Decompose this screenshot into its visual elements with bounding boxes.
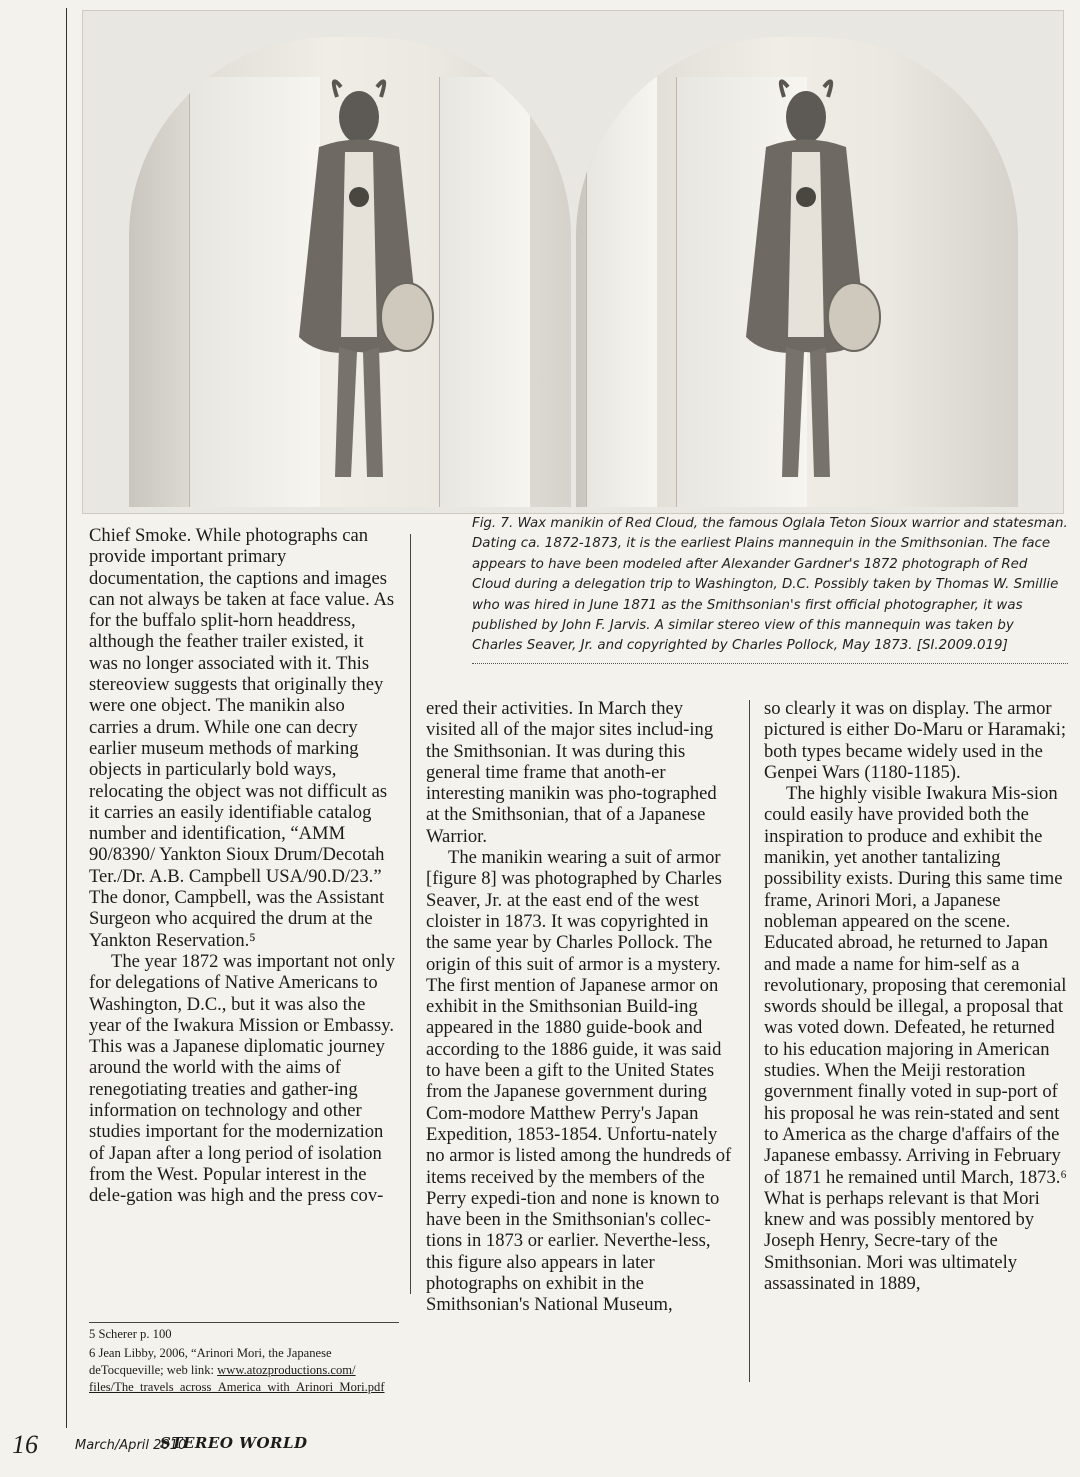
stereoview-photograph [82,10,1064,514]
magazine-name: STEREO WORLD [160,1434,308,1452]
paragraph: Chief Smoke. While photographs can provide important primary documentation, the captions and images can not always be taken at face value. As for the buffalo split-horn headdress, although the feather trailer existed, it was no longer associated with it. This stereoview suggests that originally they were one object. The manikin also carries a drum. While one can decry earlier museum methods of marking objects in particularly bold ways, relocating the object was not difficult as it carries an easily identifiable catalog number and identification, “AMM 90/8390/ Yankton Sioux Drum/Decotah Ter./Dr. A.B. Campbell USA/90.D/23.” The donor, Campbell, was the Assistant Surgeon who acquired the drum at the Yankton Reservation.⁵ [89,525,395,951]
paragraph: The highly visible Iwakura Mis-sion could easily have provided both the inspiration to produce and exhibit the manikin, yet another tantalizing possibility exists. During this same time frame, Arinori Mori, a Japanese nobleman appeared on the scene. Educated abroad, he returned to Japan and made a name for him-self as a revolutionary, proposing that ceremonial swords should be illegal, a proposal that was voted down. Defeated, he returned to his education majoring in American studies. When the Meiji restoration government finally voted in sup-port of his proposal he was rein-stated and sent to America as the charge d'affairs of the Japanese embassy. Arriving in February of 1871 he remained until March, 1873.⁶ What is perhaps relevant is that Mori knew and was possibly mentored by Joseph Henry, Secre-tary of the Smithsonian. Mori was ultimately assassinated in 1889, [764,783,1067,1295]
paragraph: ered their activities. In March they visited all of the major sites includ-ing the Smithsonian. It was during this general time frame that anoth-er interesting manikin was pho-tographed at the Smithsonian, that of a Japanese Warrior. [426,698,717,847]
column-divider [749,700,750,1382]
footnote-link[interactable]: www.atozproductions.com/ files/The_travels_across_America_with_Arinori_Mori.pdf [89,1363,385,1394]
column-divider [410,534,411,1294]
footnote-5: 5 Scherer p. 100 [89,1327,172,1341]
paragraph: The year 1872 was important not only for delegations of Native Americans to Washington, D.C., but it was also the year of the Iwakura Mission or Embassy. This was a Japanese diplomatic journey around the world with the aims of renegotiating treaties and gather-ing information on technology and other studies important for the modernization of Japan after a long period of isolation from the West. Popular interest in the dele-gation was high and the press cov- [89,950,396,1207]
text-column-1 [89,525,395,1207]
page-number: 16 [12,1430,38,1459]
page-margin-rule [66,8,67,1428]
paragraph: The manikin wearing a suit of armor [figure 8] was photographed by Charles Seaver, Jr. at the east end of the west cloister in 1873. It was copyrighted in the same year by Charles Pollock. The origin of this suit of armor is a mystery. The first mention of Japanese armor on exhibit in the Smithsonian Build-ing appeared in the 1880 guide-book and according to the 1886 guide, it was said to have been a gift to the United States from the Japanese government during Com-modore Matthew Perry's Japan Expedition, 1853-1854. Unfortu-nately no armor is listed among the hundreds of items received by the members of the Perry expedi-tion and none is known to have been in the Smithsonian's collec-tions in 1873 or earlier. Neverthe-less, this figure also appears in later photographs on exhibit in the Smithsonian's National Museum, [426,847,732,1316]
paragraph: so clearly it was on display. The armor pictured is either Do-Maru or Haramaki; both types became widely used in the Genpei Wars (1180-1185). [764,698,1067,783]
footnote-6: 6 Jean Libby, 2006, “Arinori Mori, the Japanese deTocqueville; web link: www.atozproductions.com/ files/The_travels_across_America_with_Arinori_Mori.pdf [89,1346,385,1394]
manikin-figure-right [726,77,886,497]
figure-caption: Fig. 7. Wax manikin of Red Cloud, the famous Oglala Teton Sioux warrior and statesman. Dating ca. 1872-1873, it is the earliest Plains mannequin in the Smithsonian. The face appears to have been modeled after Alexander Gardner's 1872 photograph of Red Cloud during a delegation trip to Washington, D.C. Possibly taken by Thomas W. Smillie who was hired in June 1871 as the Smithsonian's first official photographer, it was published by John F. Jarvis. A similar stereo view of this mannequin was taken by Charles Seaver, Jr. and copyrighted by Charles Pollock, May 1873. [SI.2009.019] [472,514,1068,664]
manikin-figure-left [279,77,439,497]
text-column-2 [426,698,734,1316]
text-column-3 [764,698,1070,1294]
stereo-frame-left [129,37,571,507]
footnotes [89,1322,399,1398]
stereo-frame-right [576,37,1018,507]
issue-date: March/April 2010 [75,1438,187,1453]
